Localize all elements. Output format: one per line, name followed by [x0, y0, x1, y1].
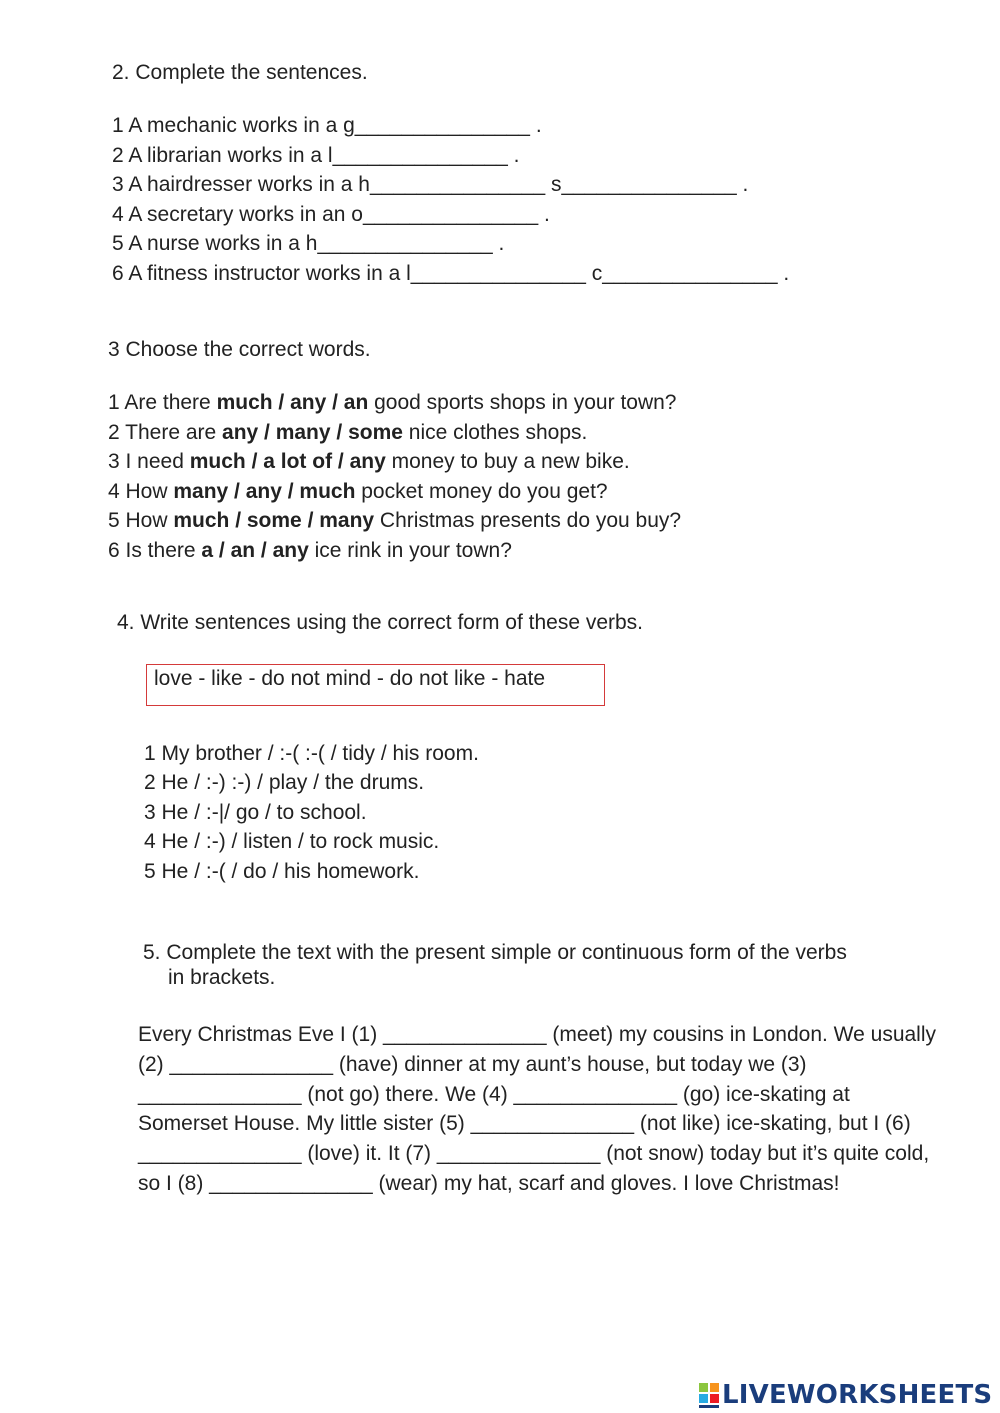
ex3-options-3[interactable]: much / a lot of / any: [189, 450, 386, 473]
ex3-item-6: 6 Is there a / an / any ice rink in your town?: [108, 539, 512, 562]
ex4-item-1: 1 My brother / :-( :-( / tidy / his room.: [144, 742, 479, 765]
ex5-heading-line1: 5. Complete the text with the present simple or continuous form of the verbs: [143, 941, 847, 964]
ex4-item-5: 5 He / :-( / do / his homework.: [144, 860, 420, 883]
logo-text: LIVEWORKSHEETS: [722, 1380, 993, 1410]
ex2-item-1: 1 A mechanic works in a g_______________ .: [112, 114, 542, 137]
ex3-item-2: 2 There are any / many / some nice clothes shops.: [108, 421, 588, 444]
ex2-item-2: 2 A librarian works in a l_______________ .: [112, 144, 520, 167]
ex2-heading: 2. Complete the sentences.: [112, 61, 368, 84]
ex3-item-1: 1 Are there much / any / an good sports shops in your town?: [108, 391, 677, 414]
ex3-item-3: 3 I need much / a lot of / any money to buy a new bike.: [108, 450, 630, 473]
ex4-item-2: 2 He / :-) :-) / play / the drums.: [144, 771, 425, 794]
verb-box-text: love - like - do not mind - do not like - hate: [154, 667, 546, 690]
ex3-options-6[interactable]: a / an / any: [201, 539, 309, 562]
liveworksheets-logo: [698, 1378, 992, 1412]
ex2-item-6: 6 A fitness instructor works in a l_______________ c_______________ .: [112, 262, 790, 285]
ex4-item-4: 4 He / :-) / listen / to rock music.: [144, 830, 440, 853]
ex2-item-3: 3 A hairdresser works in a h_______________ s_______________ .: [112, 173, 749, 196]
ex3-item-4: 4 How many / any / much pocket money do you get?: [108, 480, 608, 503]
worksheet-logo-icon: [698, 1380, 720, 1410]
ex5-text: Every Christmas Eve I (1) ______________ (meet) my cousins in London. We usually (2) ______________ (have) dinner at my aunt’s house, but today we (3) ______________ (not go) there. We (4) ______________ (go) ice-skating at Somerset House. My little sister (5) ______________ (not like) ice-skating, but I (6) ______________ (love) it. It (7) ______________ (not snow) today but it’s quite cold, so I (8) ______________ (wear) my hat, scarf and gloves. I love Christmas!: [138, 1023, 937, 1195]
verb-box: [146, 664, 605, 706]
ex3-options-5[interactable]: much / some / many: [173, 509, 375, 532]
ex2-item-5: 5 A nurse works in a h_______________ .: [112, 232, 505, 255]
ex4-heading: 4. Write sentences using the correct form of these verbs.: [117, 611, 644, 634]
ex3-options-1[interactable]: much / any / an: [216, 391, 369, 414]
ex2-item-4: 4 A secretary works in an o_______________ .: [112, 203, 550, 226]
ex3-options-4[interactable]: many / any / much: [173, 480, 356, 503]
ex3-item-5: 5 How much / some / many Christmas presents do you buy?: [108, 509, 682, 532]
ex4-item-3: 3 He / :-|/ go / to school.: [144, 801, 367, 824]
ex5-heading-line2: in brackets.: [168, 966, 276, 989]
ex3-options-2[interactable]: any / many / some: [222, 421, 403, 444]
ex3-heading: 3 Choose the correct words.: [108, 338, 371, 361]
